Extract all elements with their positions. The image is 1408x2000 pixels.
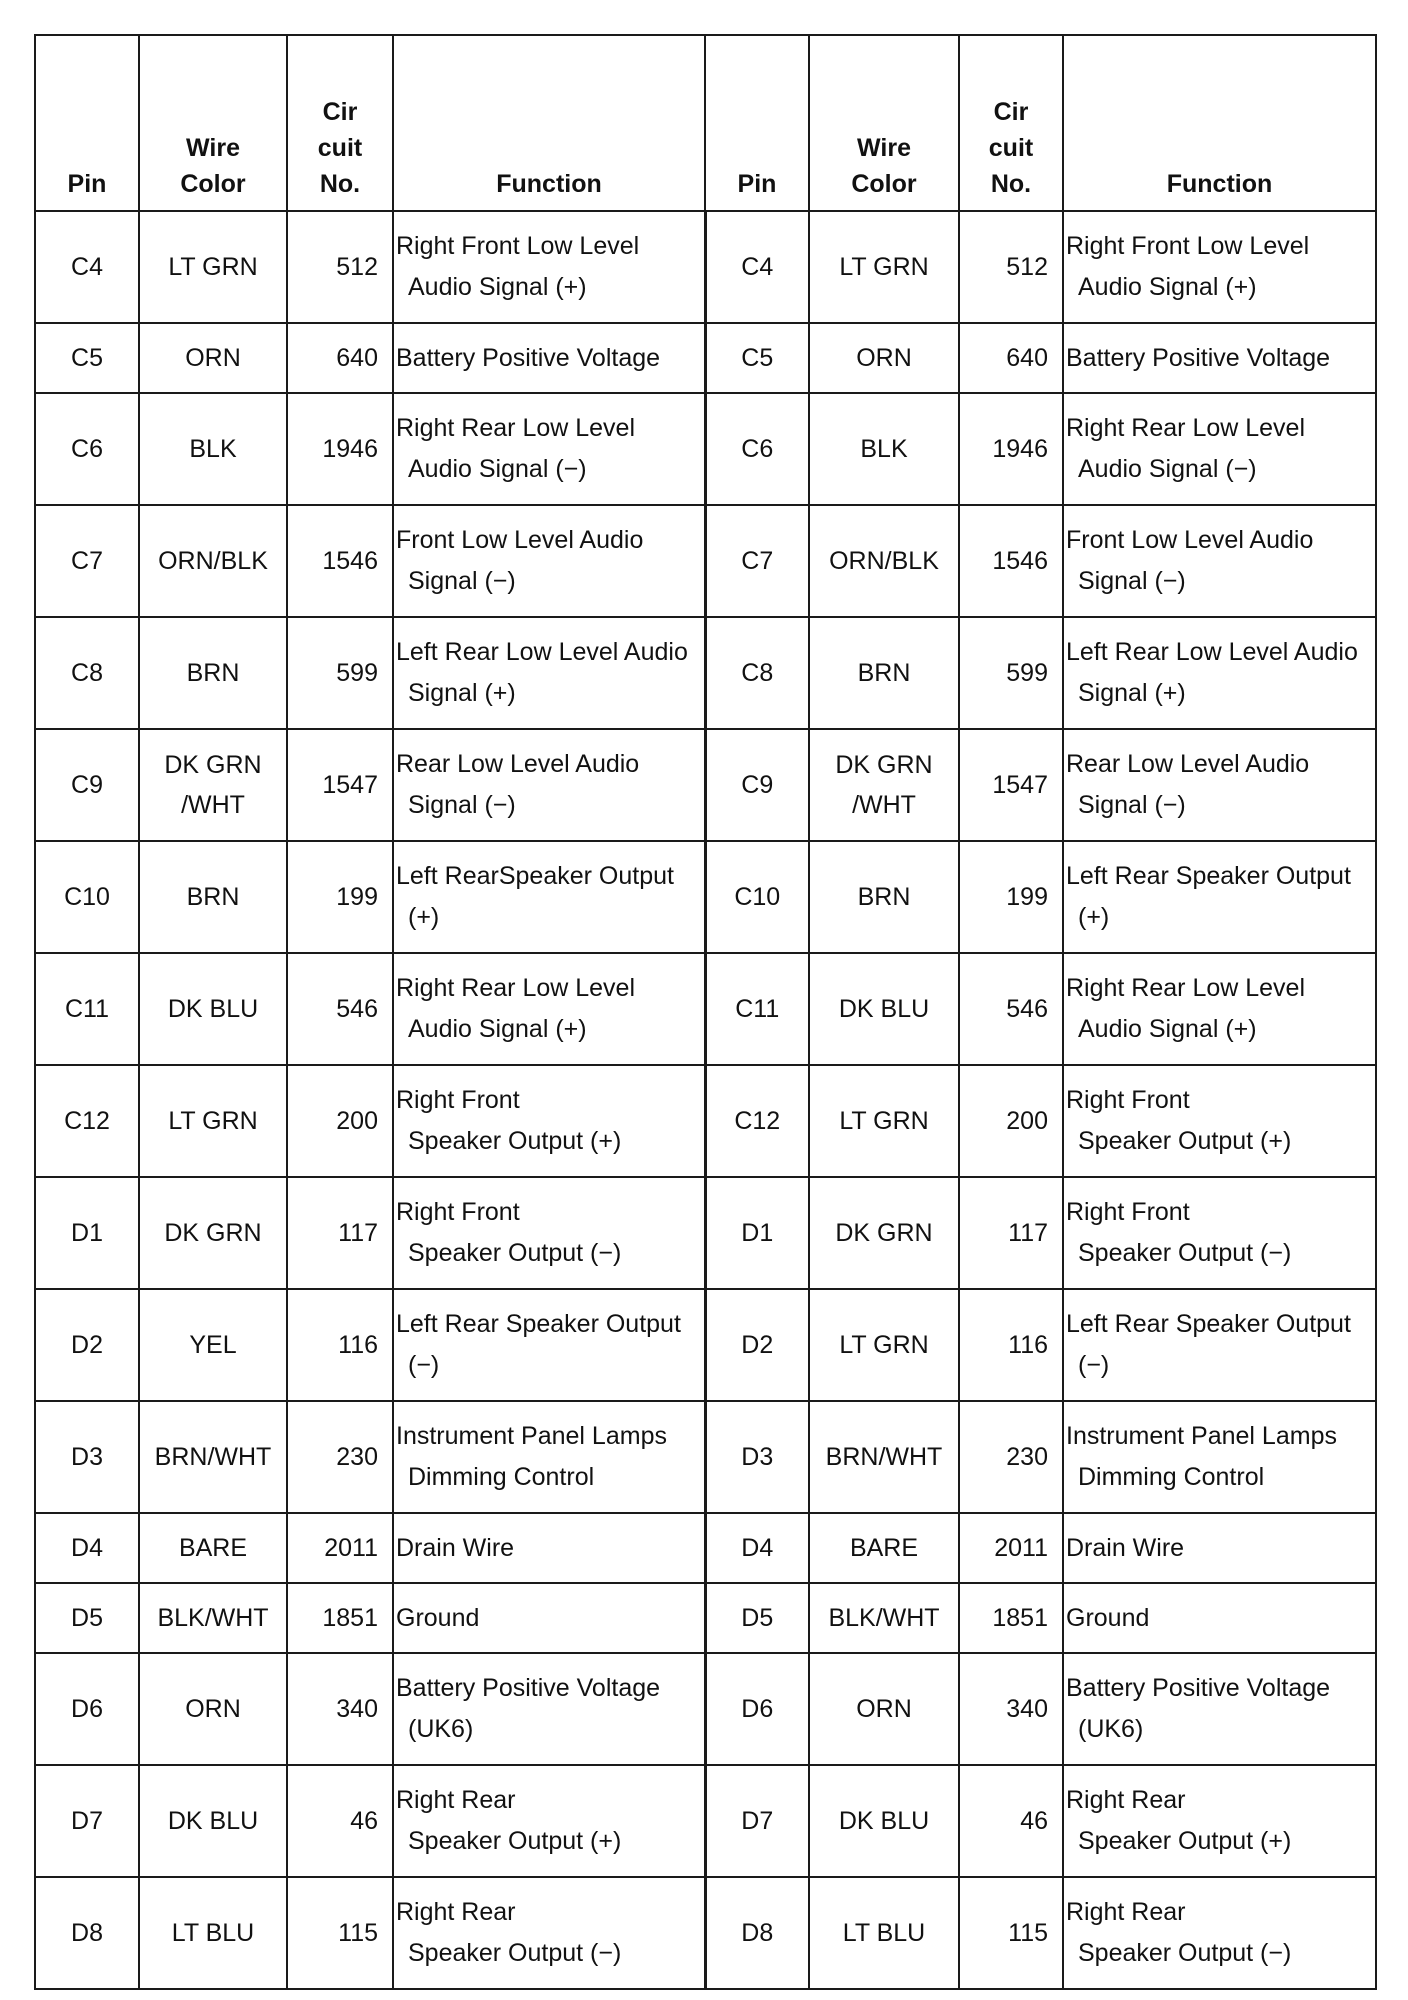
circuit-number-cell: 117 — [959, 1177, 1063, 1289]
circuit-number-cell: 115 — [959, 1877, 1063, 1989]
function-line-2: Signal (−) — [1078, 567, 1186, 595]
wire-color-cell: BRN — [809, 617, 959, 729]
wire-color-cell: BARE — [139, 1513, 287, 1583]
table-row — [35, 1065, 1376, 1177]
pin-cell: D3 — [705, 1401, 809, 1513]
function-line-1: Rear Low Level Audio — [1066, 750, 1310, 778]
function-cell — [393, 1653, 705, 1765]
wire-color-cell: YEL — [139, 1289, 287, 1401]
circuit-number-cell: 199 — [959, 841, 1063, 953]
function-line-2: Speaker Output (−) — [1078, 1939, 1292, 1967]
table-row — [35, 1653, 1376, 1765]
function-line-2: Speaker Output (−) — [408, 1939, 622, 1967]
function-line-1: Ground — [1066, 1604, 1150, 1632]
wire-color-cell: ORN/BLK — [139, 505, 287, 617]
pin-cell: C11 — [35, 953, 139, 1065]
header-pin: Pin — [705, 35, 809, 211]
table-row — [35, 1583, 1376, 1653]
wire-color-cell: BRN — [809, 841, 959, 953]
header-circuit-no: Cir cuit No. — [287, 35, 393, 211]
function-line-2: Audio Signal (−) — [408, 455, 587, 483]
circuit-number-cell: 512 — [959, 211, 1063, 323]
function-line-1: Instrument Panel Lamps — [396, 1422, 667, 1450]
header-wire-color: Wire Color — [809, 35, 959, 211]
function-line-1: Front Low Level Audio — [1066, 526, 1314, 554]
circuit-number-cell: 230 — [287, 1401, 393, 1513]
circuit-number-cell: 1546 — [287, 505, 393, 617]
connector-pinout-table — [34, 34, 1377, 1990]
pin-cell: C9 — [705, 729, 809, 841]
pin-cell: C6 — [705, 393, 809, 505]
function-cell — [1063, 1877, 1376, 1989]
function-line-2: Signal (−) — [1078, 791, 1186, 819]
wire-color-cell: DK BLU — [809, 1765, 959, 1877]
table-row — [35, 1401, 1376, 1513]
function-line-1: Left Rear Speaker Output — [396, 1310, 681, 1338]
function-line-1: Left Rear Low Level Audio — [396, 638, 688, 666]
circuit-number-cell: 546 — [959, 953, 1063, 1065]
function-cell — [1063, 1289, 1376, 1401]
function-line-2: Audio Signal (+) — [408, 1015, 587, 1043]
function-line-1: Right Rear — [1066, 1898, 1186, 1926]
function-line-2: (−) — [1078, 1351, 1110, 1379]
pin-cell: D3 — [35, 1401, 139, 1513]
function-cell — [393, 393, 705, 505]
pin-cell: C4 — [705, 211, 809, 323]
wire-color-cell: DK BLU — [139, 1765, 287, 1877]
circuit-number-cell: 1946 — [959, 393, 1063, 505]
function-line-1: Battery Positive Voltage — [1066, 1674, 1331, 1702]
function-line-2: Speaker Output (−) — [408, 1239, 622, 1267]
pin-cell: C7 — [35, 505, 139, 617]
wire-color-cell: BRN — [139, 617, 287, 729]
pin-cell: D7 — [35, 1765, 139, 1877]
function-line-2: Signal (+) — [408, 679, 516, 707]
table-row — [35, 1877, 1376, 1989]
function-cell — [1063, 1065, 1376, 1177]
function-line-1: Right Front — [396, 1086, 520, 1114]
table-row — [35, 729, 1376, 841]
table-row — [35, 505, 1376, 617]
function-cell — [1063, 211, 1376, 323]
pin-cell: C8 — [35, 617, 139, 729]
function-cell — [393, 1289, 705, 1401]
header-wire-color: Wire Color — [139, 35, 287, 211]
pin-cell: C9 — [35, 729, 139, 841]
function-line-1: Front Low Level Audio — [396, 526, 644, 554]
function-cell — [393, 617, 705, 729]
pin-cell: D7 — [705, 1765, 809, 1877]
pin-cell: C12 — [705, 1065, 809, 1177]
function-cell — [393, 505, 705, 617]
wire-color-cell: DK GRN — [139, 1177, 287, 1289]
pin-cell: C6 — [35, 393, 139, 505]
wire-color-cell: DK BLU — [809, 953, 959, 1065]
function-cell — [1063, 1401, 1376, 1513]
function-cell — [393, 1513, 705, 1583]
function-cell — [1063, 505, 1376, 617]
circuit-number-cell: 340 — [287, 1653, 393, 1765]
header-row — [35, 35, 1376, 211]
circuit-number-cell: 512 — [287, 211, 393, 323]
function-line-2: Signal (−) — [408, 791, 516, 819]
pin-cell: D5 — [35, 1583, 139, 1653]
function-line-1: Right Front — [396, 1198, 520, 1226]
function-line-1: Right Rear — [396, 1898, 516, 1926]
header-function: Function — [1063, 35, 1376, 211]
function-cell — [393, 1583, 705, 1653]
function-line-1: Right Rear — [1066, 1786, 1186, 1814]
function-line-1: Battery Positive Voltage — [396, 344, 661, 372]
function-line-2: Audio Signal (−) — [1078, 455, 1257, 483]
function-line-1: Ground — [396, 1604, 480, 1632]
pin-cell: D2 — [35, 1289, 139, 1401]
function-cell — [393, 841, 705, 953]
circuit-number-cell: 117 — [287, 1177, 393, 1289]
pin-cell: D1 — [705, 1177, 809, 1289]
function-line-1: Right Front Low Level — [1066, 232, 1310, 260]
table-row — [35, 841, 1376, 953]
wire-color-cell: BRN/WHT — [809, 1401, 959, 1513]
circuit-number-cell: 599 — [959, 617, 1063, 729]
wire-color-cell: ORN — [139, 1653, 287, 1765]
pin-cell: D8 — [705, 1877, 809, 1989]
wire-color-cell: BRN — [139, 841, 287, 953]
pin-cell: C5 — [35, 323, 139, 393]
function-line-1: Instrument Panel Lamps — [1066, 1422, 1337, 1450]
function-line-1: Battery Positive Voltage — [1066, 344, 1331, 372]
function-line-2: Dimming Control — [408, 1463, 595, 1491]
function-line-2: (+) — [408, 903, 440, 931]
table-row — [35, 617, 1376, 729]
table-row — [35, 1765, 1376, 1877]
circuit-number-cell: 230 — [959, 1401, 1063, 1513]
wire-color-cell: BLK/WHT — [139, 1583, 287, 1653]
wire-color-cell: ORN — [139, 323, 287, 393]
circuit-number-cell: 115 — [287, 1877, 393, 1989]
function-line-1: Left Rear Low Level Audio — [1066, 638, 1358, 666]
function-line-2: Audio Signal (+) — [408, 273, 587, 301]
circuit-number-cell: 2011 — [287, 1513, 393, 1583]
function-line-2: Signal (+) — [1078, 679, 1186, 707]
function-line-2: Audio Signal (+) — [1078, 273, 1257, 301]
wire-color-cell: BLK/WHT — [809, 1583, 959, 1653]
circuit-number-cell: 1851 — [959, 1583, 1063, 1653]
function-line-1: Drain Wire — [396, 1534, 515, 1562]
function-line-2: Signal (−) — [408, 567, 516, 595]
function-line-2: (−) — [408, 1351, 440, 1379]
function-line-1: Right Rear — [396, 1786, 516, 1814]
wire-color-cell: DK GRN — [809, 1177, 959, 1289]
function-line-2: Speaker Output (−) — [1078, 1239, 1292, 1267]
pin-cell: D1 — [35, 1177, 139, 1289]
table-row — [35, 1177, 1376, 1289]
circuit-number-cell: 599 — [287, 617, 393, 729]
function-line-1: Right Front — [1066, 1086, 1190, 1114]
wire-color-cell: ORN — [809, 1653, 959, 1765]
function-line-1: Right Rear Low Level — [1066, 974, 1306, 1002]
wire-color-cell: BRN/WHT — [139, 1401, 287, 1513]
wire-color-cell: LT GRN — [809, 211, 959, 323]
wire-color-cell: LT GRN — [139, 211, 287, 323]
pin-cell: D4 — [705, 1513, 809, 1583]
function-line-2: Audio Signal (+) — [1078, 1015, 1257, 1043]
pin-cell: C10 — [35, 841, 139, 953]
function-cell — [1063, 1583, 1376, 1653]
circuit-number-cell: 1547 — [287, 729, 393, 841]
pin-cell: D5 — [705, 1583, 809, 1653]
circuit-number-cell: 1547 — [959, 729, 1063, 841]
pin-cell: D6 — [35, 1653, 139, 1765]
circuit-number-cell: 1946 — [287, 393, 393, 505]
function-cell — [1063, 1177, 1376, 1289]
circuit-number-cell: 200 — [959, 1065, 1063, 1177]
table-row — [35, 211, 1376, 323]
wire-color-cell: DK GRN /WHT — [139, 729, 287, 841]
circuit-number-cell: 200 — [287, 1065, 393, 1177]
function-cell — [393, 729, 705, 841]
wire-color-cell: DK BLU — [139, 953, 287, 1065]
circuit-number-cell: 1546 — [959, 505, 1063, 617]
wire-color-cell: DK GRN /WHT — [809, 729, 959, 841]
function-line-2: Dimming Control — [1078, 1463, 1265, 1491]
function-cell — [1063, 393, 1376, 505]
function-cell — [393, 1065, 705, 1177]
header-pin: Pin — [35, 35, 139, 211]
table-row — [35, 1513, 1376, 1583]
function-line-1: Right Front Low Level — [396, 232, 640, 260]
function-line-2: Speaker Output (+) — [1078, 1127, 1292, 1155]
function-line-1: Right Rear Low Level — [396, 974, 636, 1002]
function-cell — [1063, 841, 1376, 953]
function-cell — [1063, 323, 1376, 393]
function-line-2: Speaker Output (+) — [1078, 1827, 1292, 1855]
pin-cell: C12 — [35, 1065, 139, 1177]
pin-cell: C7 — [705, 505, 809, 617]
circuit-number-cell: 116 — [959, 1289, 1063, 1401]
wire-color-cell: LT GRN — [809, 1065, 959, 1177]
wire-color-cell: ORN — [809, 323, 959, 393]
wire-color-cell: BLK — [809, 393, 959, 505]
function-cell — [1063, 617, 1376, 729]
wire-color-cell: LT GRN — [139, 1065, 287, 1177]
wire-color-cell: LT GRN — [809, 1289, 959, 1401]
pin-cell: C8 — [705, 617, 809, 729]
pin-cell: C11 — [705, 953, 809, 1065]
circuit-number-cell: 199 — [287, 841, 393, 953]
function-line-1: Right Rear Low Level — [396, 414, 636, 442]
circuit-number-cell: 546 — [287, 953, 393, 1065]
header-function: Function — [393, 35, 705, 211]
pin-cell: D6 — [705, 1653, 809, 1765]
function-cell — [1063, 953, 1376, 1065]
circuit-number-cell: 2011 — [959, 1513, 1063, 1583]
wire-color-cell: ORN/BLK — [809, 505, 959, 617]
pin-cell: D8 — [35, 1877, 139, 1989]
pin-cell: C5 — [705, 323, 809, 393]
table-row — [35, 323, 1376, 393]
function-line-2: (UK6) — [408, 1715, 474, 1743]
header-circuit-no: Cir cuit No. — [959, 35, 1063, 211]
wire-color-cell: BARE — [809, 1513, 959, 1583]
function-line-2: Speaker Output (+) — [408, 1827, 622, 1855]
circuit-number-cell: 46 — [959, 1765, 1063, 1877]
wire-color-cell: LT BLU — [139, 1877, 287, 1989]
function-cell — [393, 323, 705, 393]
circuit-number-cell: 640 — [959, 323, 1063, 393]
table-row — [35, 953, 1376, 1065]
function-cell — [1063, 1653, 1376, 1765]
circuit-number-cell: 1851 — [287, 1583, 393, 1653]
function-cell — [1063, 1765, 1376, 1877]
function-cell — [1063, 1513, 1376, 1583]
pin-cell: D2 — [705, 1289, 809, 1401]
function-cell — [393, 953, 705, 1065]
circuit-number-cell: 640 — [287, 323, 393, 393]
function-line-1: Right Rear Low Level — [1066, 414, 1306, 442]
function-line-2: Speaker Output (+) — [408, 1127, 622, 1155]
function-cell — [393, 1177, 705, 1289]
circuit-number-cell: 46 — [287, 1765, 393, 1877]
function-line-1: Left Rear Speaker Output — [1066, 862, 1351, 890]
pin-cell: C10 — [705, 841, 809, 953]
function-line-1: Left Rear Speaker Output — [1066, 1310, 1351, 1338]
function-line-2: (UK6) — [1078, 1715, 1144, 1743]
function-line-1: Battery Positive Voltage — [396, 1674, 661, 1702]
function-cell — [393, 1877, 705, 1989]
function-cell — [1063, 729, 1376, 841]
wire-color-cell: LT BLU — [809, 1877, 959, 1989]
circuit-number-cell: 116 — [287, 1289, 393, 1401]
function-cell — [393, 1765, 705, 1877]
pin-cell: D4 — [35, 1513, 139, 1583]
function-cell — [393, 211, 705, 323]
function-line-1: Left RearSpeaker Output — [396, 862, 674, 890]
function-line-1: Rear Low Level Audio — [396, 750, 640, 778]
function-line-1: Right Front — [1066, 1198, 1190, 1226]
function-cell — [393, 1401, 705, 1513]
wire-color-cell: BLK — [139, 393, 287, 505]
table-row — [35, 1289, 1376, 1401]
circuit-number-cell: 340 — [959, 1653, 1063, 1765]
pin-cell: C4 — [35, 211, 139, 323]
table-row — [35, 393, 1376, 505]
function-line-2: (+) — [1078, 903, 1110, 931]
function-line-1: Drain Wire — [1066, 1534, 1185, 1562]
